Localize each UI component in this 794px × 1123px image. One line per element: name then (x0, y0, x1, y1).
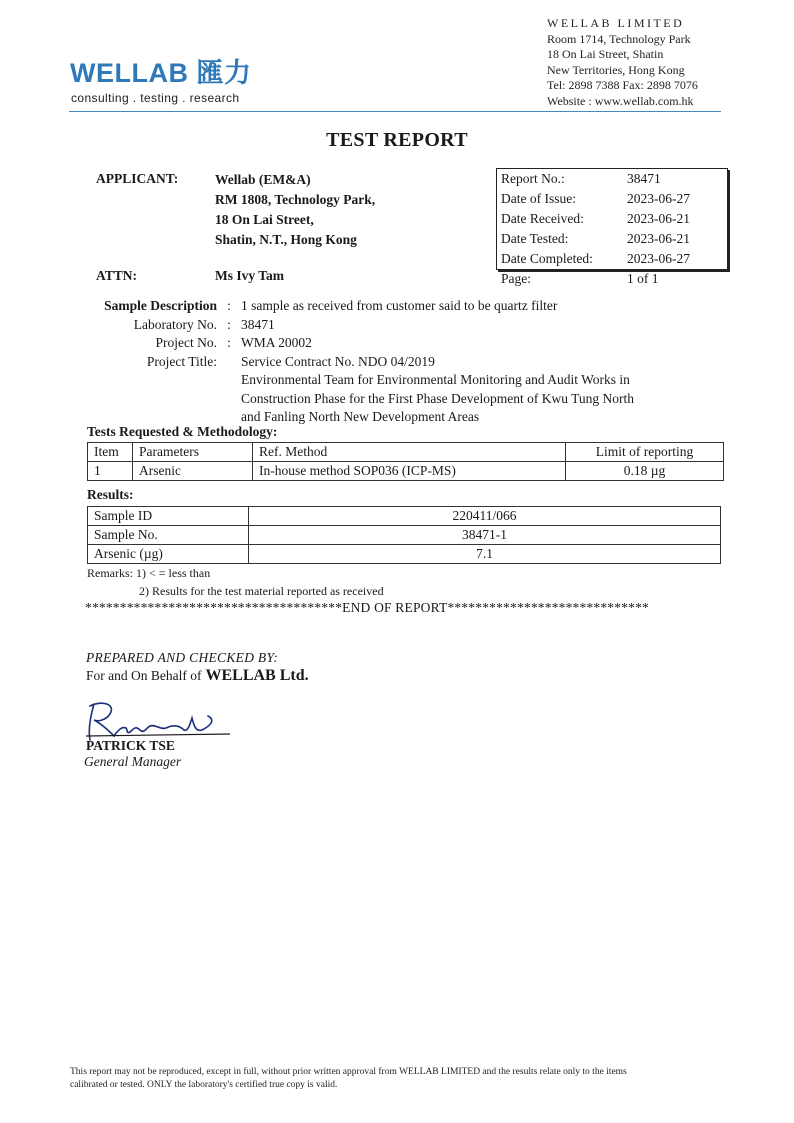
date-of-issue-label: Date of Issue: (501, 191, 576, 206)
applicant-address-line: 18 On Lai Street, (215, 212, 314, 227)
page-label: Page: (501, 271, 531, 286)
project-title-line: and Fanling North New Development Areas (241, 409, 480, 424)
table-cell: 38471-1 (249, 526, 721, 545)
report-info-row (497, 169, 727, 189)
table-header-row (88, 443, 724, 462)
report-title: TEST REPORT (326, 129, 468, 151)
column-header: Ref. Method (253, 443, 566, 462)
applicant-address-line: Shatin, N.T., Hong Kong (215, 232, 357, 247)
table-row (88, 462, 724, 481)
column-header: Limit of reporting (566, 443, 724, 462)
report-info-row (497, 189, 727, 209)
report-info-row (497, 249, 727, 269)
table-cell: In-house method SOP036 (ICP-MS) (253, 462, 566, 481)
attn-value: Ms Ivy Tam (215, 268, 285, 283)
project-title-value (241, 353, 681, 427)
remarks-block (87, 565, 384, 599)
project-no-label: Project No. (155, 335, 217, 350)
page-value: 1 of 1 (627, 271, 659, 286)
date-tested-value: 2023-06-21 (627, 231, 690, 246)
address-line: New Territories, Hong Kong (547, 62, 685, 77)
table-row (88, 545, 721, 564)
table-cell: Arsenic (µg) (88, 545, 249, 564)
results-heading: Results: (87, 487, 134, 502)
applicant-block (215, 170, 375, 250)
methodology-table (87, 442, 724, 481)
date-completed-value: 2023-06-27 (627, 251, 690, 266)
lab-no-value: 38471 (241, 316, 275, 332)
signatory-name: PATRICK TSE (86, 738, 175, 753)
website: Website : www.wellab.com.hk (547, 93, 694, 108)
header-divider (69, 111, 721, 112)
project-title-line: Service Contract No. NDO 04/2019 (241, 353, 435, 369)
table-row (88, 507, 721, 526)
page-row (497, 269, 727, 289)
date-received-label: Date Received: (501, 211, 584, 226)
report-info-box (496, 168, 728, 270)
table-cell: 7.1 (249, 545, 721, 564)
report-info-row (497, 209, 727, 229)
lab-no-row: Laboratory No. : 38471 (96, 316, 681, 335)
report-no-label: Report No.: (501, 171, 565, 186)
methodology-heading: Tests Requested & Methodology: (87, 424, 278, 439)
table-cell: 220411/066 (249, 507, 721, 526)
tel-fax: Tel: 2898 7388 Fax: 2898 7076 (547, 78, 698, 92)
on-behalf-company: WELLAB Ltd. (205, 667, 309, 684)
date-completed-label: Date Completed: (501, 251, 593, 266)
table-row (88, 526, 721, 545)
remark-item: 1) < = less than (136, 566, 211, 580)
table-cell: Sample ID (88, 507, 249, 526)
prepared-by-label: PREPARED AND CHECKED BY: (86, 650, 279, 665)
address-line: Room 1714, Technology Park (547, 31, 691, 46)
project-title-line: Construction Phase for the First Phase Development of Kwu Tung North (241, 390, 634, 406)
project-no-value: WMA 20002 (241, 335, 312, 350)
applicant-name: Wellab (EM&A) (215, 172, 311, 187)
date-of-issue-value: 2023-06-27 (627, 191, 690, 206)
footer-disclaimer (70, 1066, 730, 1092)
end-of-report-line: *************************************END OF REPORT***************************** (85, 600, 649, 615)
date-received-value: 2023-06-21 (627, 211, 690, 226)
sample-description-row: Sample Description : 1 sample as received from customer said to be quartz filter (96, 297, 681, 316)
applicant-address-line: RM 1808, Technology Park, (215, 192, 376, 207)
column-header: Parameters (133, 443, 253, 462)
results-table (87, 506, 721, 564)
company-address-block (547, 16, 698, 109)
on-behalf-prefix: For and On Behalf of (86, 668, 202, 683)
project-no-row: Project No. : WMA 20002 (96, 334, 681, 353)
sample-description-value: 1 sample as received from customer said to be quartz filter (241, 298, 558, 313)
footer-line: calibrated or tested. ONLY the laboratory's certified true copy is valid. (70, 1080, 338, 1090)
applicant-label: APPLICANT: (96, 171, 179, 186)
date-tested-label: Date Tested: (501, 231, 569, 246)
company-name: WELLAB LIMITED (547, 16, 685, 30)
table-cell: Arsenic (133, 462, 253, 481)
remarks-label: Remarks: (87, 566, 133, 580)
project-title-row (96, 353, 681, 427)
project-title-label: Project Title: (146, 353, 217, 369)
column-header: Item (88, 443, 133, 462)
table-cell: Sample No. (88, 526, 249, 545)
remark-item: 2) Results for the test material reported as received (139, 584, 384, 598)
report-no-value: 38471 (627, 171, 661, 186)
address-line: 18 On Lai Street, Shatin (547, 47, 664, 61)
sample-description-label: Sample Description (104, 298, 217, 313)
footer-line: This report may not be reproduced, except in full, without prior written approval from WELLAB LIMITED and the results relate only to the items (70, 1067, 627, 1077)
attn-label: ATTN: (96, 268, 138, 283)
signatory-position: General Manager (84, 754, 182, 769)
lab-no-label: Laboratory No. (133, 316, 217, 332)
table-cell: 0.18 µg (566, 462, 724, 481)
sample-description-block (96, 297, 681, 427)
on-behalf-line (86, 667, 309, 685)
report-info-row (497, 229, 727, 249)
logo-tagline: consulting . testing . research (71, 91, 240, 105)
project-title-line: Environmental Team for Environmental Monitoring and Audit Works in (241, 372, 630, 387)
table-cell: 1 (88, 462, 133, 481)
company-logo: WELLAB 匯力 (70, 58, 252, 88)
